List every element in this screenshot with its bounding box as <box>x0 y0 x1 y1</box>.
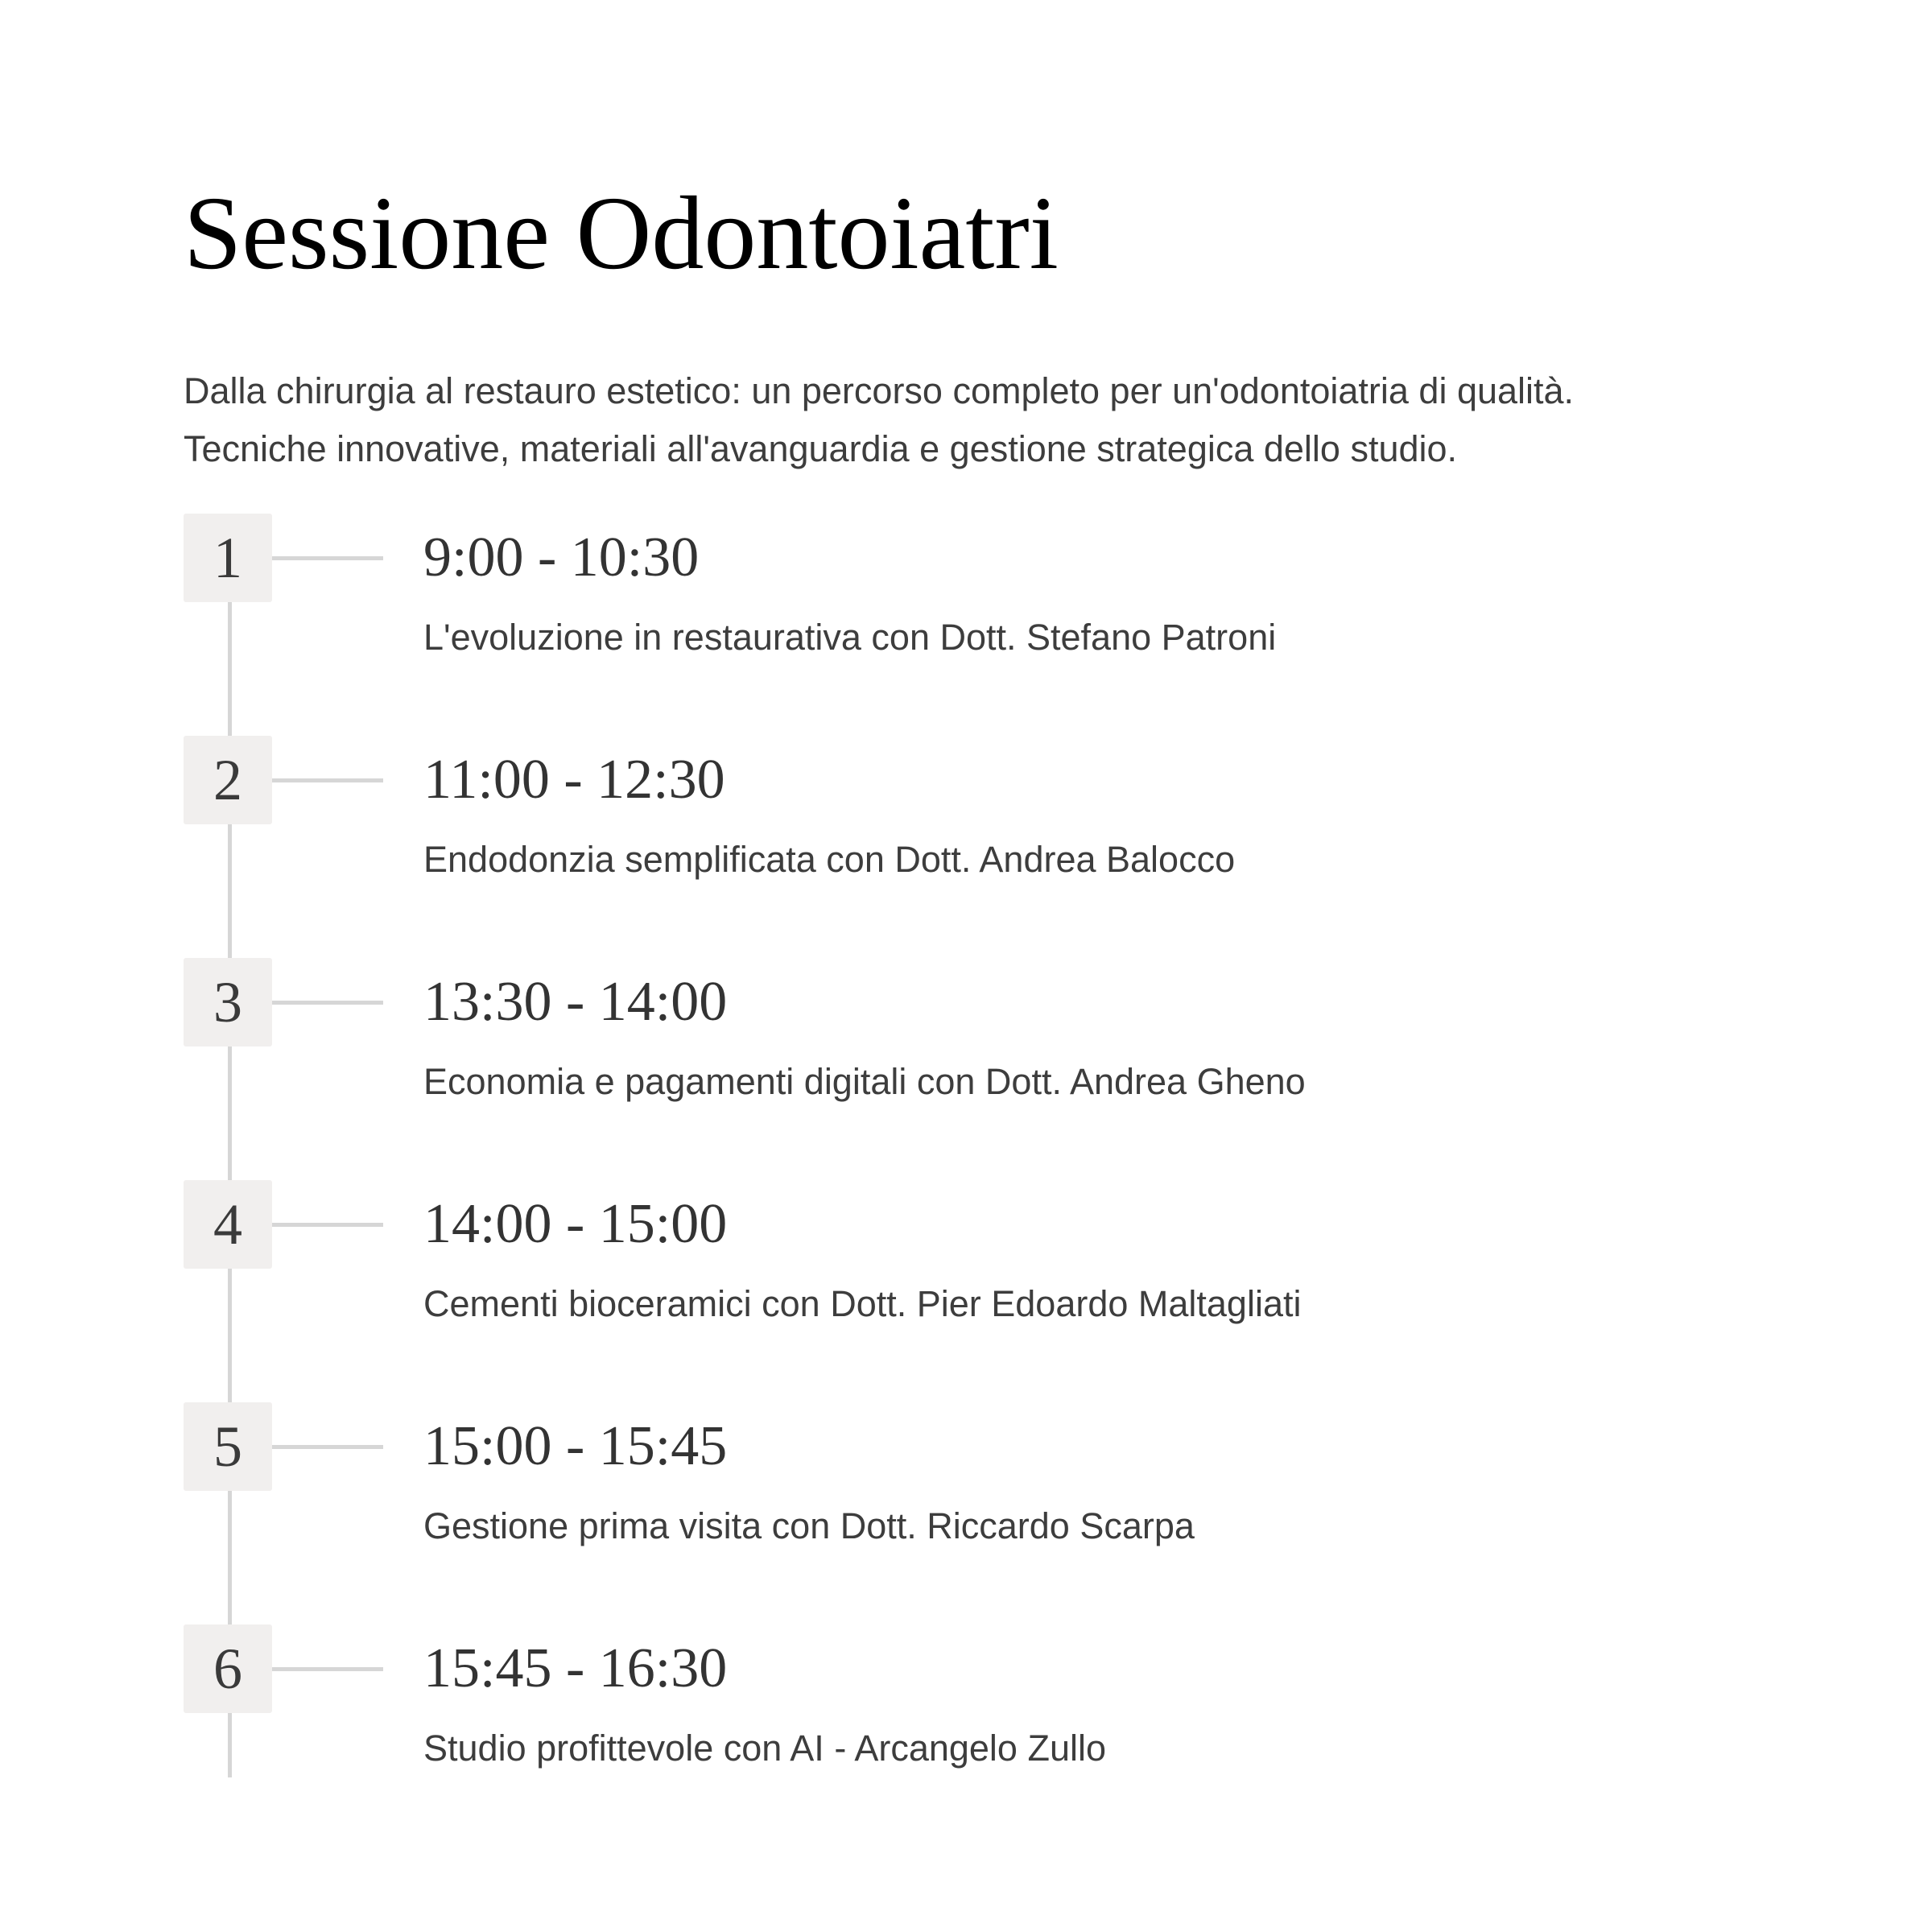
schedule-time: 13:30 - 14:00 <box>423 971 728 1033</box>
timeline-connector <box>272 1001 383 1005</box>
schedule-item-1 <box>0 514 1932 699</box>
schedule-description: Studio profittevole con AI - Arcangelo Zullo <box>423 1728 1106 1769</box>
intro-line-1: Dalla chirurgia al restauro estetico: un percorso completo per un'odontoiatria di qualità. <box>184 370 1575 411</box>
schedule-time: 14:00 - 15:00 <box>423 1193 728 1255</box>
schedule-number-badge: 4 <box>184 1180 272 1269</box>
timeline-connector <box>272 1223 383 1227</box>
schedule-item-6 <box>0 1624 1932 1810</box>
timeline-connector <box>272 556 383 560</box>
schedule-time: 9:00 - 10:30 <box>423 526 700 588</box>
schedule-number-badge: 2 <box>184 736 272 824</box>
schedule-description: Gestione prima visita con Dott. Riccardo Scarpa <box>423 1505 1195 1546</box>
schedule-time: 11:00 - 12:30 <box>423 749 725 811</box>
schedule-number-badge: 1 <box>184 514 272 602</box>
page-title: Sessione Odontoiatri <box>184 175 1059 291</box>
schedule-time: 15:45 - 16:30 <box>423 1637 728 1699</box>
schedule-item-4 <box>0 1180 1932 1365</box>
schedule-description: L'evoluzione in restaurativa con Dott. Stefano Patroni <box>423 617 1277 658</box>
timeline-connector <box>272 778 383 782</box>
schedule-time: 15:00 - 15:45 <box>423 1415 728 1477</box>
timeline-connector <box>272 1445 383 1449</box>
timeline-connector <box>272 1667 383 1671</box>
schedule-number-badge: 6 <box>184 1624 272 1713</box>
schedule-item-3 <box>0 958 1932 1143</box>
schedule-item-2 <box>0 736 1932 921</box>
schedule-description: Economia e pagamenti digitali con Dott. Andrea Gheno <box>423 1061 1306 1102</box>
schedule-description: Cementi bioceramici con Dott. Pier Edoardo Maltagliati <box>423 1283 1302 1324</box>
schedule-item-5 <box>0 1402 1932 1587</box>
intro-line-2: Tecniche innovative, materiali all'avanguardia e gestione strategica dello studio. <box>184 428 1458 469</box>
schedule-description: Endodonzia semplificata con Dott. Andrea Balocco <box>423 839 1236 880</box>
schedule-number-badge: 3 <box>184 958 272 1046</box>
schedule-number-badge: 5 <box>184 1402 272 1491</box>
